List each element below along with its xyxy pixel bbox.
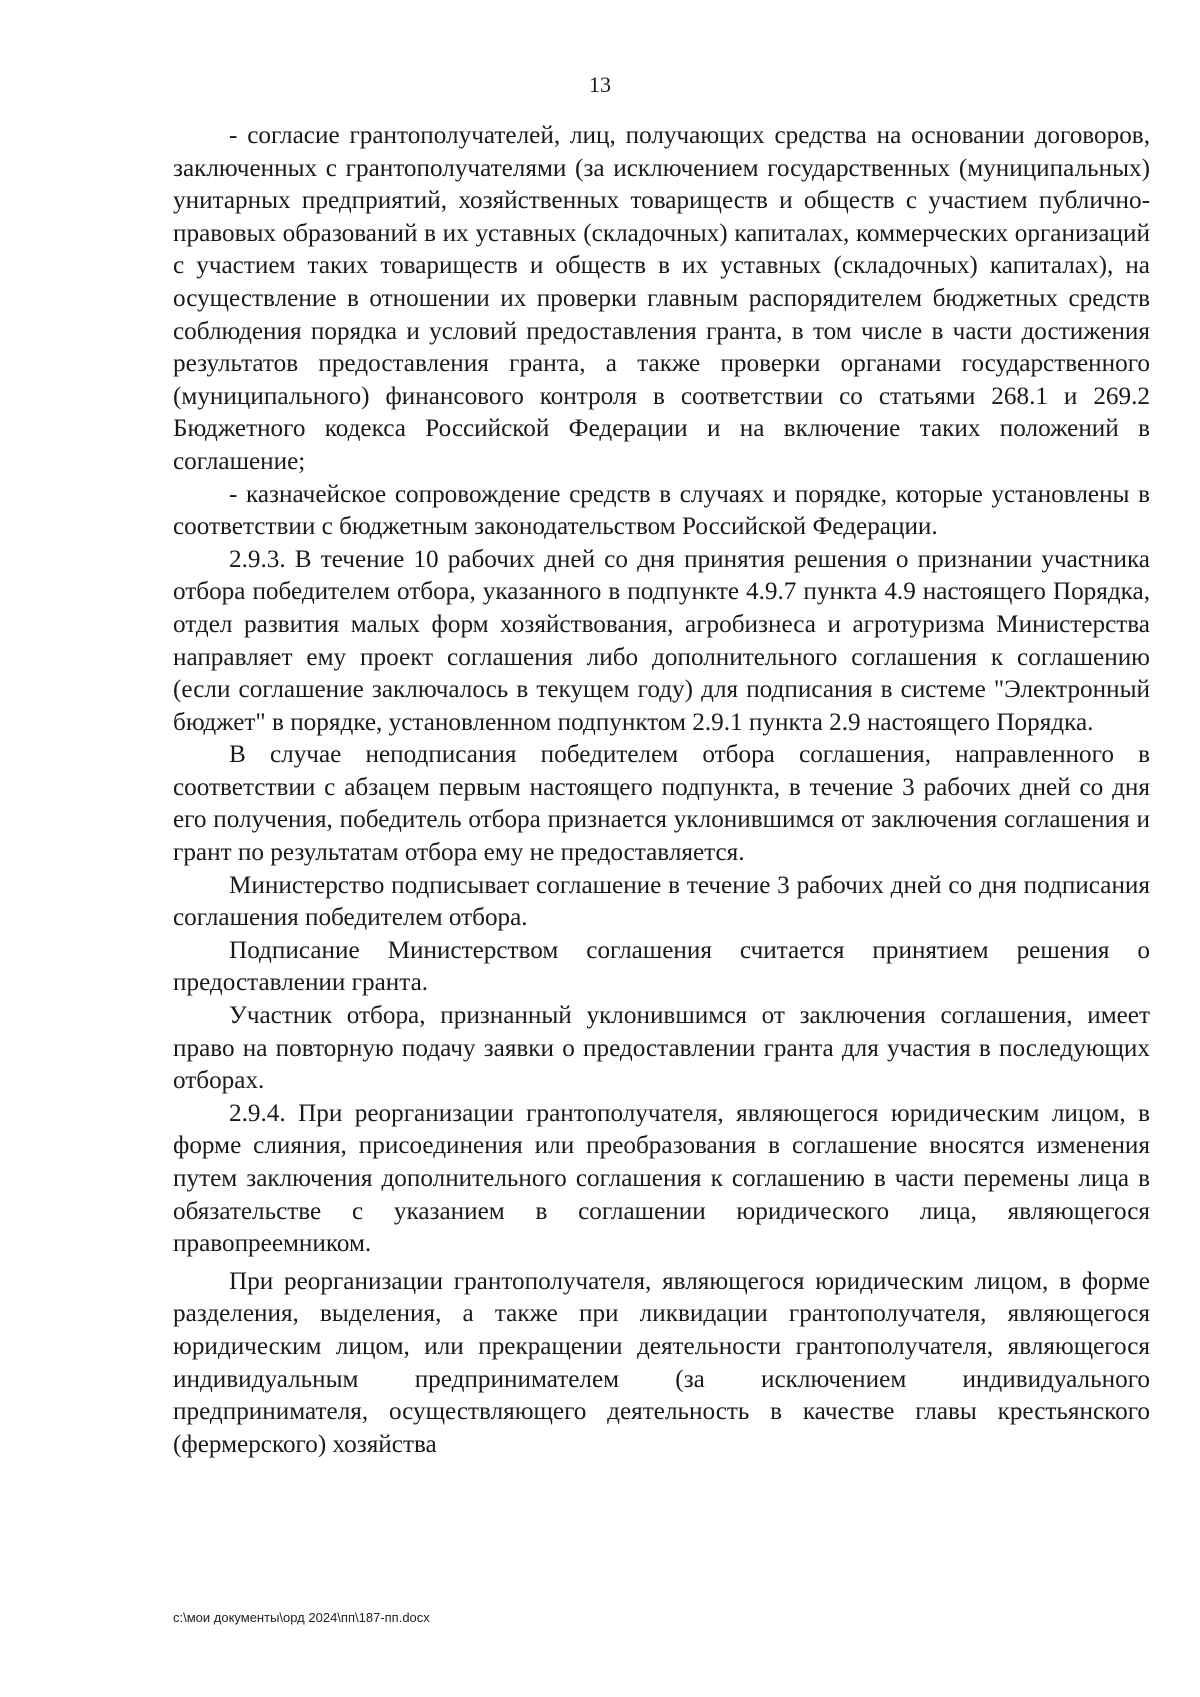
paragraph-consent: - согласие грантополучателей, лиц, получающих средства на основании договоров, заключенных с грантополучателями (за исключением государственных (муниципальных) унитарных предприятий, хозяйственных товариществ и обществ с участием публично-правовых образований в их уставных (складочных) капиталах, коммерческих организаций с участием таких товариществ и обществ в их уставных (складочных) капиталах), на осуществление в отношении их проверки главным распорядителем бюджетных средств соблюдения порядка и условий предоставления гранта, в том числе в части достижения результатов предоставления гранта, а также проверки органами государственного (муниципального) финансового контроля в соответствии со статьями 268.1 и 269.2 Бюджетного кодекса Российской Федерации и на включение таких положений в соглашение; [173,122,1150,475]
footer-file-path: c:\мои документы\орд 2024\пп\187-пп.docx [173,1610,430,1625]
paragraph-treasury-support: - казначейское сопровождение средств в случаях и порядке, которые установлены в соответствии с бюджетным законодательством Российской Федерации. [173,480,1150,541]
paragraph-non-signing: В случае неподписания победителем отбора соглашения, направленного в соответствии с абзацем первым настоящего подпункта, в течение 3 рабочих дней со дня его получения, победитель отбора признается уклонившимся от заключения соглашения и грант по результатам отбора ему не предоставляется. [173,741,1150,867]
document-body [173,120,1150,1461]
paragraph-signing-decision: Подписание Министерством соглашения считается принятием решения о предоставлении гранта. [173,936,1150,997]
paragraph-2-9-4: 2.9.4. При реорганизации грантополучателя, являющегося юридическим лицом, в форме слияния, присоединения или преобразования в соглашение вносятся изменения путем заключения дополнительного соглашения к соглашению в части перемены лица в обязательстве с указанием в соглашении юридического лица, являющегося правопреемником. [173,1099,1150,1258]
paragraph-reorganization: При реорганизации грантополучателя, являющегося юридическим лицом, в форме разделения, выделения, а также при ликвидации грантополучателя, являющегося юридическим лицом, или прекращении деятельности грантополучателя, являющегося индивидуальным предпринимателем (за исключением индивидуального предпринимателя, осуществляющего деятельность в качестве главы крестьянского (фермерского) хозяйства [173,1267,1150,1458]
page-number: 13 [589,72,611,97]
paragraph-reapplication: Участник отбора, признанный уклонившимся от заключения соглашения, имеет право на повторную подачу заявки о предоставлении гранта для участия в последующих отборах. [173,1002,1150,1095]
paragraph-2-9-3: 2.9.3. В течение 10 рабочих дней со дня принятия решения о признании участника отбора победителем отбора, указанного в подпункте 4.9.7 пункта 4.9 настоящего Порядка, отдел развития малых форм хозяйствования, агробизнеса и агротуризма Министерства направляет ему проект соглашения либо дополнительного соглашения к соглашению (если соглашение заключалось в текущем году) для подписания в системе "Электронный бюджет" в порядке, установленном подпунктом 2.9.1 пункта 2.9 настоящего Порядка. [173,545,1150,736]
paragraph-ministry-signs: Министерство подписывает соглашение в течение 3 рабочих дней со дня подписания соглашения победителем отбора. [173,871,1150,932]
